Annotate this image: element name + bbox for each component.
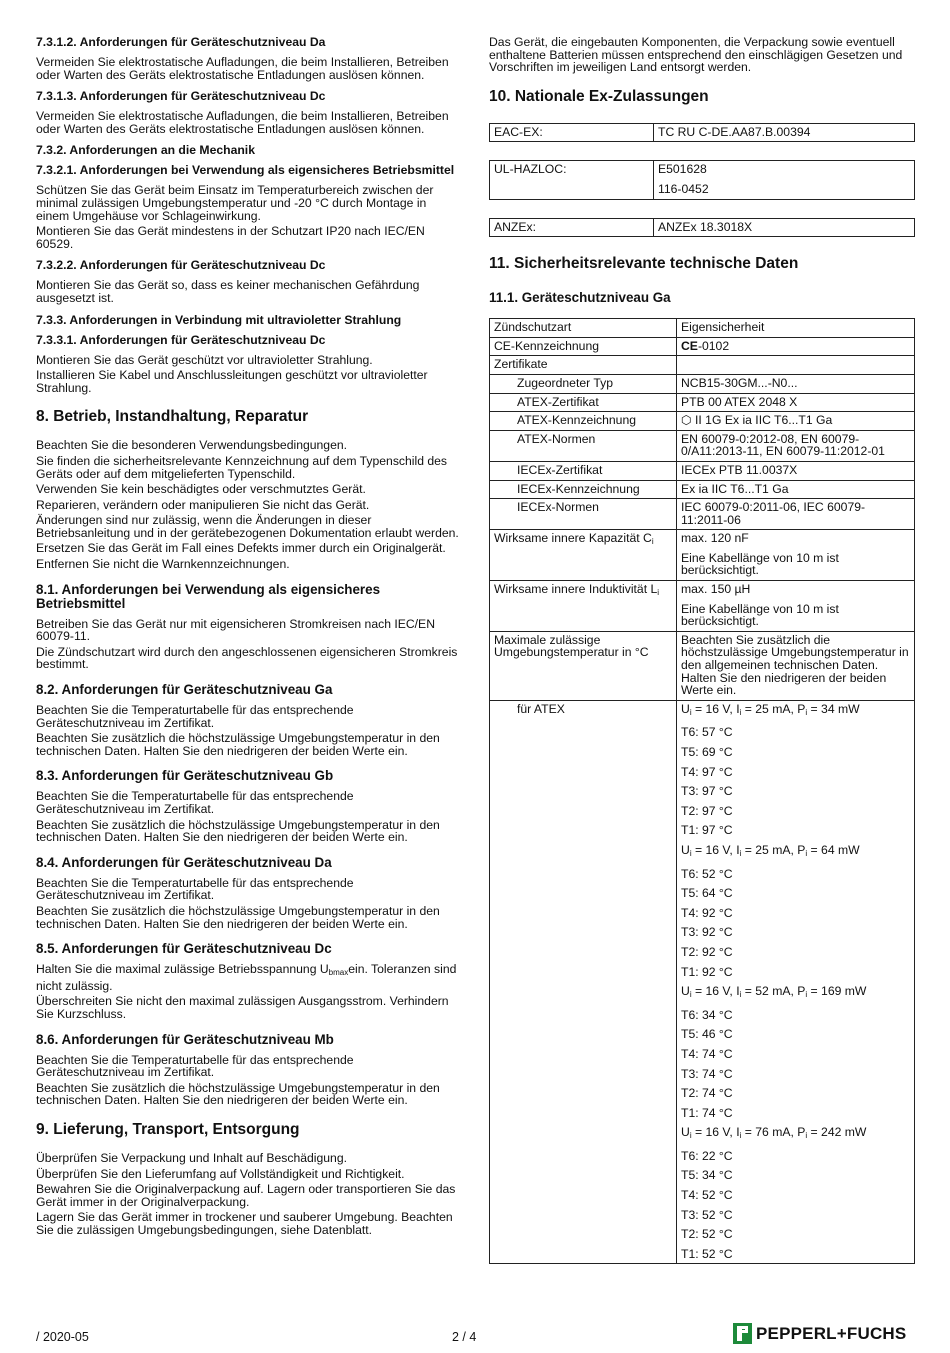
paragraph: Vermeiden Sie elektrostatische Aufladungen, die beim Installieren, Betreiben oder Warten des Geräts elektrostatische Entladungen auslösen können. — [36, 55, 449, 82]
row-value: $U_i = 16$ V, $I_i = 25$ mA, $P_i = 34$ mW T6: 57 °C T5: 69 °C T4: 97 °C T3: 97 °C T2: 97 °C T1: 97 °C $U_i = 16$ V, $I_i = 25$ mA, $P_i = 64$ mW T6: 52 °C T5: 64 °C T4: 92 °C T3: 92 °C T2: 92 °C T1: 92 °C $U_i = 16$ V, $I_i = 52$ mA, $P_i = 169$ mW T6: 34 °C T5: 46 °C T4: 74 °C T3: 74 °C T2: 74 °C T1: 74 °C $U_i = 16$ V, $I_i = 76$ mA, $P_i = 242$ mW T6: 22 °C T5: 34 °C T4: 52 °C T3: 52 °C T2: 52 °C T1: 52 °C — [677, 700, 915, 1264]
row-value: Eigensicherheit — [677, 319, 915, 338]
row-label: ATEX-Normen — [490, 430, 677, 461]
row-label: IECEx-Normen — [490, 499, 677, 530]
row-label: Wirksame innere Induktivität $L_i$ — [490, 581, 677, 632]
paragraph: Sie finden die sicherheitsrelevante Kennzeichnung auf dem Typenschild des Geräts oder auf dem mitgelieferten Typenschild. — [36, 453, 448, 481]
table-row — [490, 530, 915, 581]
row-value: Ex ia IIC T6...T1 Ga — [677, 480, 915, 499]
section-heading: 7.3.1.2. Anforderungen für Geräteschutzniveau Da — [36, 35, 326, 49]
section-heading: 8.3. Anforderungen für Geräteschutzniveau Gb — [36, 768, 334, 784]
row-label: CE-Kennzeichnung — [490, 337, 677, 356]
section-heading: 7.3.2. Anforderungen an die Mechanik — [36, 143, 255, 158]
row-value — [677, 356, 915, 375]
row-label: Zertifikate — [490, 356, 677, 375]
section-heading: 8.4. Anforderungen für Geräteschutzniveau Da — [36, 854, 332, 870]
table-row — [490, 430, 915, 461]
section-heading: 7.3.3.1. Anforderungen für Geräteschutzniveau Dc — [36, 332, 326, 347]
table-row — [490, 337, 915, 356]
paragraph: Beachten Sie die Temperaturtabelle für das entsprechende Geräteschutzniveau im Zertifikat. — [36, 703, 354, 730]
safety-table — [489, 318, 915, 1264]
section-heading: 7.3.1.3. Anforderungen für Geräteschutzniveau Dc — [36, 89, 326, 104]
approval-table — [489, 160, 915, 199]
section-heading: 9. Lieferung, Transport, Entsorgung — [36, 1120, 300, 1138]
table-row — [490, 461, 915, 480]
row-value: IECEx PTB 11.0037X — [677, 461, 915, 480]
safety-subheading: 11.1. Geräteschutzniveau Ga — [489, 290, 671, 306]
paragraph: Montieren Sie das Gerät so, dass es keiner mechanischen Gefährdung ausgesetzt ist. — [36, 278, 420, 305]
table-row — [490, 356, 915, 375]
row-label: IECEx-Kennzeichnung — [490, 480, 677, 499]
approval-label: EAC-EX: — [490, 123, 654, 142]
table-row — [490, 412, 915, 431]
section-heading: 8.2. Anforderungen für Geräteschutzniveau Ga — [36, 682, 333, 698]
row-value: IEC 60079-0:2011-06, IEC 60079-11:2011-06 — [677, 499, 915, 530]
paragraph: Beachten Sie die besonderen Verwendungsbedingungen. — [36, 438, 348, 453]
paragraph: Entfernen Sie nicht die Warnkennzeichnungen. — [36, 557, 290, 572]
row-label: Zugeordneter Typ — [490, 374, 677, 393]
row-value: max. 150 µH Eine Kabellänge von 10 m ist berücksichtigt. — [677, 581, 915, 632]
approval-value: TC RU C-DE.AA87.B.00394 — [654, 123, 915, 142]
row-label: ATEX-Kennzeichnung — [490, 412, 677, 431]
safety-heading: 11. Sicherheitsrelevante technische Daten — [489, 255, 799, 273]
row-value: NCB15-30GM...-N0... — [677, 374, 915, 393]
paragraph: Vermeiden Sie elektrostatische Aufladungen, die beim Installieren, Betreiben oder Warten des Geräts elektrostatische Entladungen auslösen können. — [36, 109, 449, 136]
paragraph: Beachten Sie zusätzlich die höchstzulässige Umgebungstemperatur in den technischen Daten. Halten Sie den niedrigeren der beiden Werte ein. — [36, 1080, 440, 1108]
paragraph: Beachten Sie die Temperaturtabelle für das entsprechende Geräteschutzniveau im Zertifikat. — [36, 875, 354, 903]
approval-label: ANZEx: — [490, 218, 654, 237]
section-heading: 8.1. Anforderungen bei Verwendung als eigensicheres Betriebsmittel — [36, 581, 381, 611]
paragraph: Überprüfen Sie den Lieferumfang auf Vollständigkeit und Richtigkeit. — [36, 1166, 405, 1181]
row-value: CE-0102 — [677, 337, 915, 356]
approval-value: E501628 116-0452 — [654, 161, 915, 199]
section-heading: 7.3.2.1. Anforderungen bei Verwendung als eigensicheres Betriebsmittel — [36, 163, 455, 178]
row-value: ⬡ II 1G Ex ia IIC T6...T1 Ga — [677, 412, 915, 431]
approval-label: UL-HAZLOC: — [490, 161, 654, 199]
table-row — [490, 581, 915, 632]
disposal-text: Das Gerät, die eingebauten Komponenten, die Verpackung sowie eventuell enthaltene Batterien müssen entsprechend den einschlägigen Gesetzen und Vorschriften im jeweiligen Land entsorgt werden. — [489, 35, 903, 75]
paragraph: Bewahren Sie die Originalverpackung auf. Lagern oder transportieren Sie das Gerät immer in der Originalverpackung. — [36, 1182, 456, 1209]
approval-table — [489, 123, 915, 143]
paragraph: Überprüfen Sie Verpackung und Inhalt auf Beschädigung. — [36, 1150, 348, 1165]
row-value: max. 120 nF Eine Kabellänge von 10 m ist berücksichtigt. — [677, 530, 915, 581]
table-row — [490, 374, 915, 393]
paragraph: Änderungen sind nur zulässig, wenn die Änderungen in dieser Betriebsanleitung und in der gerätebezogenen Dokumentation erlaubt werden. — [36, 513, 459, 540]
row-label: für ATEX — [490, 700, 677, 1264]
paragraph: Beachten Sie zusätzlich die höchstzulässige Umgebungstemperatur in den technischen Daten. Halten Sie den niedrigeren der beiden Werte ein. — [36, 903, 440, 931]
paragraph: Überschreiten Sie nicht den maximal zulässigen Ausgangsstrom. Verhindern Sie Kurzschluss. — [36, 994, 449, 1021]
approvals-heading: 10. Nationale Ex-Zulassungen — [489, 87, 709, 105]
ex-hexagon-icon: ⬡ — [681, 413, 692, 428]
table-row — [490, 499, 915, 530]
table-row — [490, 631, 915, 700]
table-row — [490, 700, 915, 1264]
section-heading: 7.3.2.2. Anforderungen für Geräteschutzniveau Dc — [36, 258, 326, 273]
section-heading: 8.5. Anforderungen für Geräteschutzniveau Dc — [36, 941, 332, 957]
paragraph: Montieren Sie das Gerät mindestens in der Schutzart IP20 nach IEC/EN 60529. — [36, 224, 425, 251]
row-label: ATEX-Zertifikat — [490, 393, 677, 412]
paragraph: Ersetzen Sie das Gerät im Fall eines Defekts immer durch ein Originalgerät. — [36, 541, 446, 556]
approval-value: ANZEx 18.3018X — [654, 218, 915, 237]
approvals-tables — [489, 123, 915, 237]
paragraph: Halten Sie die maximal zulässige Betriebsspannung $U_{bmax}ein$. Toleranzen sind nicht zulässig. — [36, 962, 457, 993]
paragraph: Beachten Sie zusätzlich die höchstzulässige Umgebungstemperatur in den technischen Daten. Halten Sie den niedrigeren der beiden Werte ein. — [36, 731, 440, 758]
paragraph: Montieren Sie das Gerät geschützt vor ultravioletter Strahlung. — [36, 352, 373, 367]
footer-date: / 2020-05 — [36, 1330, 89, 1344]
brand-logo — [733, 1323, 906, 1344]
paragraph: Beachten Sie zusätzlich die höchstzulässige Umgebungstemperatur in den technischen Daten. Halten Sie den niedrigeren der beiden Werte ein. — [36, 817, 440, 845]
section-heading: 7.3.3. Anforderungen in Verbindung mit ultravioletter Strahlung — [36, 312, 402, 327]
paragraph: Beachten Sie die Temperaturtabelle für das entsprechende Geräteschutzniveau im Zertifikat. — [36, 1052, 354, 1080]
table-row — [490, 319, 915, 338]
page-number: 2 / 4 — [452, 1330, 477, 1344]
table-row — [490, 480, 915, 499]
row-value: Beachten Sie zusätzlich die höchstzulässige Umgebungstemperatur in den allgemeinen technischen Daten. Halten Sie den niedrigeren der beiden Werte ein. — [677, 631, 915, 700]
paragraph: Verwenden Sie kein beschädigtes oder verschmutztes Gerät. — [36, 482, 366, 497]
ce-mark-icon: CE — [681, 338, 698, 353]
paragraph: Die Zündschutzart wird durch den angeschlossenen eigensicheren Stromkreis bestimmt. — [36, 644, 458, 672]
row-value: PTB 00 ATEX 2048 X — [677, 393, 915, 412]
row-label: Wirksame innere Kapazität $C_i$ — [490, 530, 677, 581]
section-heading: 8.6. Anforderungen für Geräteschutzniveau Mb — [36, 1031, 334, 1047]
right-column — [489, 36, 915, 1264]
row-label: Zündschutzart — [490, 319, 677, 338]
row-label: IECEx-Zertifikat — [490, 461, 677, 480]
paragraph: Reparieren, verändern oder manipulieren Sie nicht das Gerät. — [36, 497, 370, 512]
logo-mark-icon — [733, 1323, 752, 1344]
paragraph: Betreiben Sie das Gerät nur mit eigensicheren Stromkreisen nach IEC/EN 60079-11. — [36, 616, 435, 644]
paragraph: Lagern Sie das Gerät immer in trockener und sauberer Umgebung. Beachten Sie die zulässigen Umgebungsbedingungen, siehe Datenblatt. — [36, 1210, 453, 1237]
paragraph: Installieren Sie Kabel und Anschlussleitungen geschützt vor ultravioletter Strahlung. — [36, 368, 428, 395]
table-row — [490, 393, 915, 412]
approval-table — [489, 218, 915, 238]
brand-name: PEPPERL+FUCHS — [756, 1323, 907, 1343]
left-column — [36, 36, 460, 1239]
paragraph: Beachten Sie die Temperaturtabelle für das entsprechende Geräteschutzniveau im Zertifikat. — [36, 789, 354, 816]
paragraph: Schützen Sie das Gerät beim Einsatz im Temperaturbereich zwischen der minimal zulässigen Umgebungstemperatur und -20 °C durch Montage in einem Umgehäuse vor Schlageinwirkung. — [36, 183, 434, 223]
row-value: EN 60079-0:2012-08, EN 60079-0/A11:2013-11, EN 60079-11:2012-01 — [677, 430, 915, 461]
row-label: Maximale zulässige Umgebungstemperatur in °C — [490, 631, 677, 700]
section-heading: 8. Betrieb, Instandhaltung, Reparatur — [36, 408, 309, 426]
